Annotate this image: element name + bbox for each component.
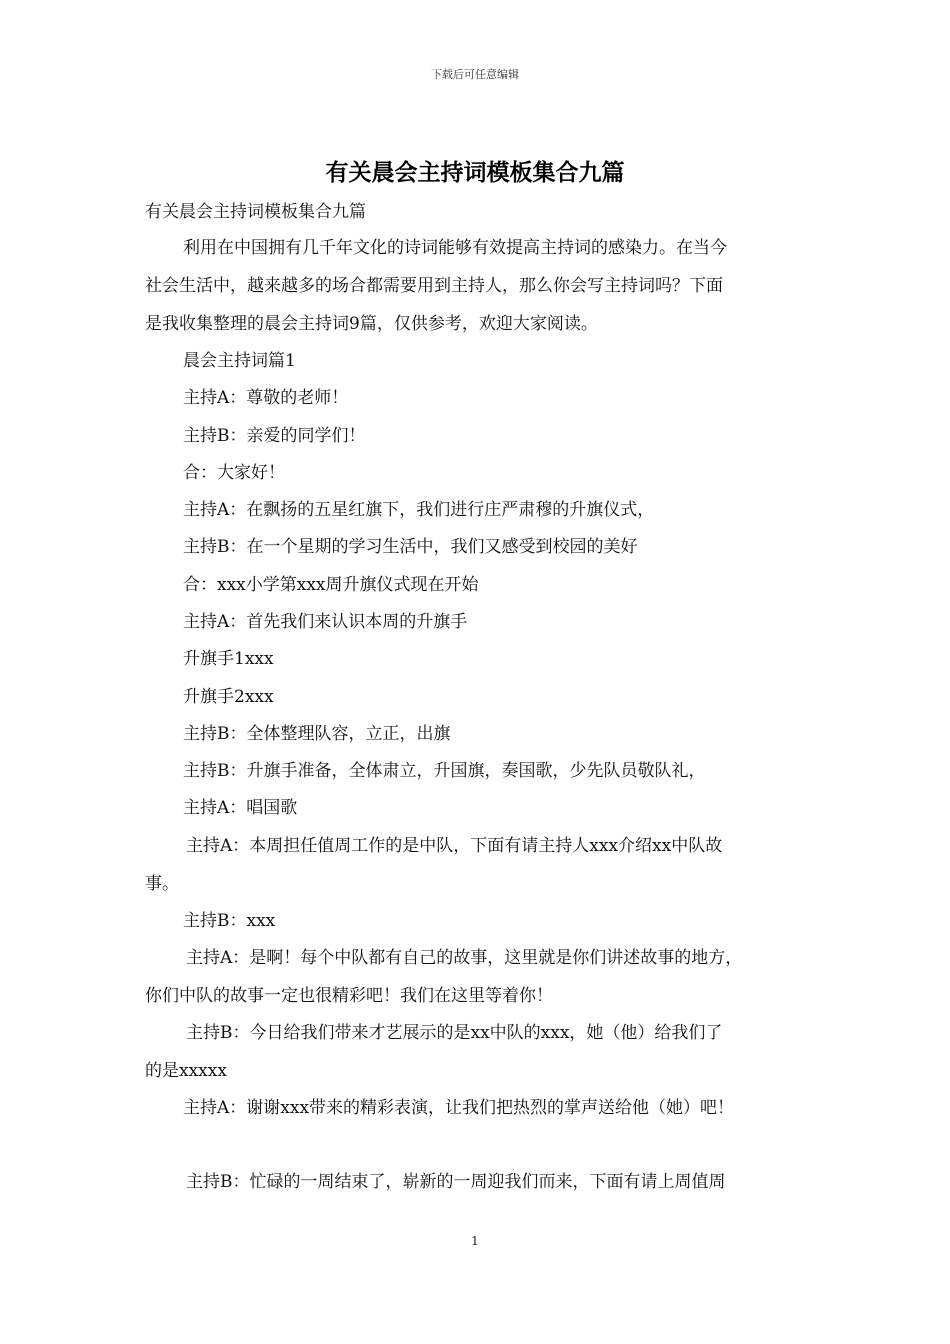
paragraph-line: 主持A：在飘扬的五星红旗下，我们进行庄严肃穆的升旗仪式， xyxy=(183,500,655,520)
paragraph-line: 主持A：尊敬的老师！ xyxy=(183,388,349,408)
paragraph-line: 合：xxx小学第xxx周升旗仪式现在开始 xyxy=(183,575,479,595)
paragraph-line: 升旗手2xxx xyxy=(183,687,274,707)
paragraph-line: 主持A：唱国歌 xyxy=(183,798,298,818)
paragraph-line: 主持A：首先我们来认识本周的升旗手 xyxy=(183,612,468,632)
paragraph-line: 是我收集整理的晨会主持词9篇，仅供参考，欢迎大家阅读。 xyxy=(145,314,598,334)
paragraph-line: 主持A：谢谢xxx带来的精彩表演，让我们把热烈的掌声送给他（她）吧！ xyxy=(183,1098,735,1118)
paragraph-line: 你们中队的故事一定也很精彩吧！我们在这里等着你！ xyxy=(145,986,553,1006)
page-number: 1 xyxy=(471,1234,479,1248)
paragraph-line: 主持B：今日给我们带来才艺展示的是xx中队的xxx，她（他）给我们了 xyxy=(186,1023,723,1043)
paragraph-line: 社会生活中，越来越多的场合都需要用到主持人，那么你会写主持词吗？下面 xyxy=(145,276,723,296)
paragraph-line: 合：大家好！ xyxy=(183,463,285,483)
section-heading: 晨会主持词篇1 xyxy=(183,351,296,371)
paragraph-line: 升旗手1xxx xyxy=(183,649,274,669)
paragraph-line: 主持A：是啊！每个中队都有自己的故事，这里就是你们讲述故事的地方， xyxy=(186,948,743,968)
paragraph-line: 主持B：全体整理队容，立正，出旗 xyxy=(183,724,451,744)
subtitle-line: 有关晨会主持词模板集合九篇 xyxy=(145,202,366,222)
paragraph-line: 的是xxxxx xyxy=(145,1061,227,1081)
document-title: 有关晨会主持词模板集合九篇 xyxy=(325,159,625,186)
paragraph-line: 主持B：忙碌的一周结束了，崭新的一周迎我们而来，下面有请上周值周 xyxy=(186,1172,726,1192)
paragraph-line: 主持B：xxx xyxy=(183,911,276,931)
paragraph-line: 主持A：本周担任值周工作的是中队，下面有请主持人xxx介绍xx中队故 xyxy=(186,836,723,856)
paragraph-line: 事。 xyxy=(145,874,179,894)
paragraph-line: 利用在中国拥有几千年文化的诗词能够有效提高主持词的感染力。在当今 xyxy=(183,238,727,258)
paragraph-line: 主持B：在一个星期的学习生活中，我们又感受到校园的美好 xyxy=(183,537,638,557)
paragraph-line: 主持B：升旗手准备，全体肃立，升国旗，奏国歌，少先队员敬队礼， xyxy=(183,761,706,781)
header-note: 下载后可任意编辑 xyxy=(431,68,519,81)
paragraph-line: 主持B：亲爱的同学们！ xyxy=(183,426,366,446)
